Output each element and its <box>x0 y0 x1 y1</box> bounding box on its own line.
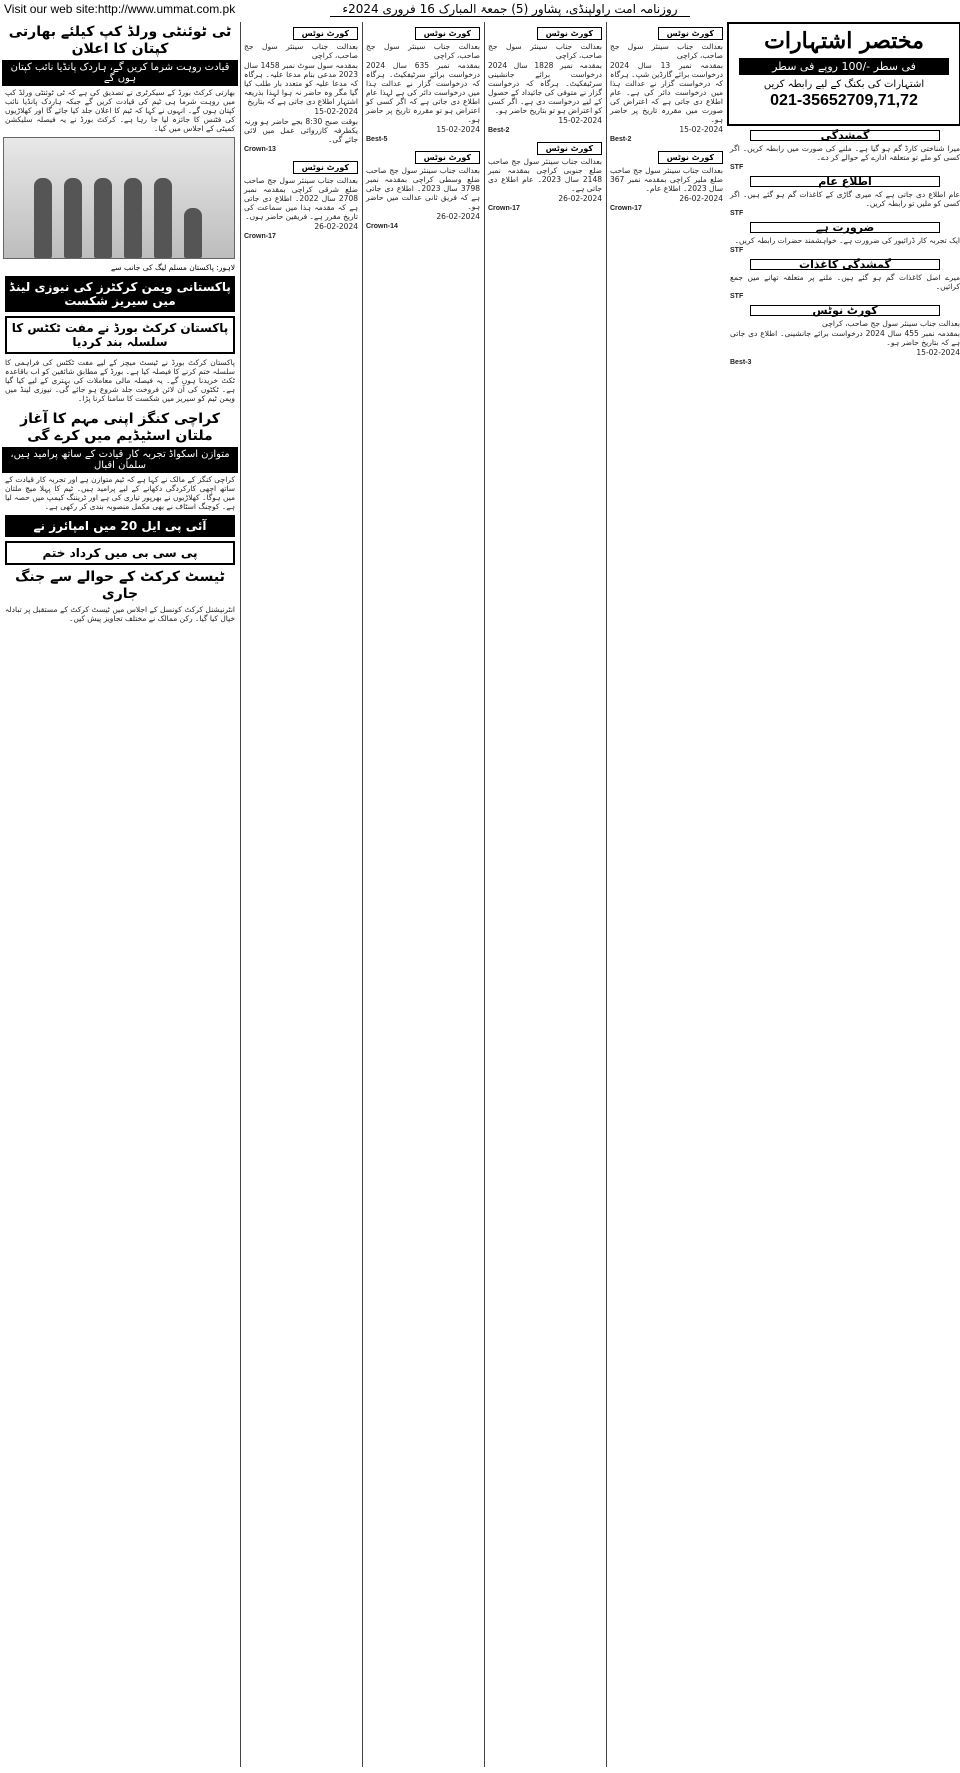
sports-photo <box>3 137 235 259</box>
category-heading: گمشدگی کاغذات <box>750 259 940 270</box>
notice-heading: کورٹ نوٹس <box>537 27 602 40</box>
sports-headline-1: ٹی ٹوئنٹی ورلڈ کپ کیلئے بھارتی کپتان کا اعلان <box>8 24 232 57</box>
sports-subhead-1: قیادت روہت شرما کریں گے، ہاردک پانڈیا نائب کپتان ہوں گے <box>2 60 238 86</box>
sports-box-1: پاکستانی ویمن کرکٹرز کی نیوزی لینڈ میں سیریز شکست <box>5 276 235 312</box>
sports-headline-2: کراچی کنگز اپنی مہم کا آغاز ملتان اسٹیڈیم میں کرے گی <box>20 411 220 444</box>
notice-column-4 <box>606 22 726 1767</box>
category-heading: ضرورت ہے <box>750 222 940 233</box>
sports-box-2: پاکستان کرکٹ بورڈ نے مفت ٹکٹس کا سلسلہ بند کردیا <box>5 316 235 354</box>
notice-item: بعدالت جناب سینئر سول جج صاحب ضلع ملیر کراچی بمقدمہ نمبر 367 سال 2023۔ اطلاع عام۔ 26-02-2024 Crown-17 <box>610 166 723 212</box>
notice-item: بعدالت جناب سینئر سول جج صاحب، کراچی بمقدمہ سول سوٹ نمبر 1458 سال 2023 مدعی بنام مدعا علیہ۔ ہرگاہ کہ مدعا علیہ کو متعدد بار طلب کیا گیا مگر وہ حاضر نہ ہوا لہذا بذریعہ اشتہار اطلاع دی جاتی ہے کہ بتاریخ 15-02-2024 بوقت صبح 8:30 بجے حاضر ہو ورنہ یکطرفہ کارروائی عمل میں لائی جائے گی۔ Crown-13 <box>244 42 358 153</box>
classified-note: اشتہارات کی بکنگ کے لیے رابطہ کریں <box>763 79 925 90</box>
notice-column-1 <box>240 22 361 1767</box>
sports-headline-3: ٹیسٹ کرکٹ کے حوالے سے جنگ جاری <box>15 569 225 602</box>
notice-heading: کورٹ نوٹس <box>658 27 723 40</box>
person-figure <box>124 178 142 258</box>
sports-body-2: پاکستان کرکٹ بورڈ نے ٹیسٹ میچز کے لیے مفت ٹکٹس کی فراہمی کا سلسلہ ختم کرنے کا فیصلہ کیا ہے۔ بورڈ کے مطابق شائقین کو اب باقاعدہ ٹکٹ خریدنا ہوں گے۔ یہ فیصلہ مالی معاملات کی بہتری کے لیے کیا گیا ہے۔ ٹکٹوں کی آن لائن فروخت جلد شروع ہو جائے گی۔ نیوزی لینڈ میں ویمن ٹیم کو سیریز میں شکست کا سامنا کرنا پڑا۔ <box>5 358 235 403</box>
category-heading: کورٹ نوٹس <box>750 305 940 316</box>
classified-item: ایک تجربہ کار ڈرائیور کی ضرورت ہے۔ خواہشمند حضرات رابطہ کریں۔ STF <box>730 236 960 254</box>
notice-item: بعدالت جناب سینئر سول جج صاحب ضلع شرقی کراچی بمقدمہ نمبر 2708 سال 2022۔ اطلاع دی جاتی ہے کہ مقدمہ ہذا میں سماعت کی تاریخ مقرر ہے۔ فریقین حاضر ہوں۔ 26-02-2024 Crown-17 <box>244 176 358 240</box>
website-url[interactable]: Visit our web site:http://www.ummat.com.pk <box>4 2 236 16</box>
sports-box-3: آئی پی ایل 20 میں امپائرز نے <box>5 515 235 537</box>
notice-heading: کورٹ نوٹس <box>293 27 358 40</box>
classified-phone[interactable]: 021-35652709,71,72 <box>770 92 918 109</box>
notice-heading: کورٹ نوٹس <box>415 27 480 40</box>
sports-body-3: کراچی کنگز کے مالک نے کہا ہے کہ ٹیم متوازن ہے اور تجربہ کار قیادت کے ساتھ اچھی کارکردگی دکھانے کے لیے پرامید ہیں۔ ٹیم کا پہلا میچ ملتان میں ہوگا۔ کھلاڑیوں نے بھرپور تیاری کی ہے اور ٹریننگ کیمپ میں حصہ لیا ہے۔ کوچنگ اسٹاف نے بھی مکمل منصوبہ بندی کر رکھی ہے۔ <box>5 475 235 511</box>
notice-column-3 <box>484 22 605 1767</box>
notice-item: بعدالت جناب سینئر سول جج صاحب، کراچی بمقدمہ نمبر 13 سال 2024 درخواست برائے گارڈین شپ۔ ہرگاہ کہ درخواست گزار نے عدالت ہذا میں درخواست دائر کی ہے۔ عام اطلاع دی جاتی ہے کہ اعتراض کی صورت میں مقررہ تاریخ پر حاضر ہو۔ 15-02-2024 Best-2 <box>610 42 723 143</box>
notice-heading: کورٹ نوٹس <box>658 151 723 164</box>
notice-item: بعدالت جناب سینئر سول جج صاحب ضلع جنوبی کراچی بمقدمہ نمبر 2148 سال 2023۔ عام اطلاع دی جاتی ہے۔ 26-02-2024 Crown-17 <box>488 157 602 212</box>
sports-column <box>2 22 238 1022</box>
sports-body-4: انٹرنیشنل کرکٹ کونسل کے اجلاس میں ٹیسٹ کرکٹ کے مستقبل پر تبادلہ خیال کیا گیا۔ رکن ممالک نے مختلف تجاویز پیش کیں۔ <box>5 605 235 623</box>
notice-item: بعدالت جناب سینئر سول جج صاحب ضلع وسطی کراچی بمقدمہ نمبر 3798 سال 2023۔ اطلاع دی جاتی ہے کہ فریق ثانی عدالت میں حاضر ہو۔ 26-02-2024 Crown-14 <box>366 166 480 230</box>
sports-body-1: بھارتی کرکٹ بورڈ کے سیکرٹری نے تصدیق کی ہے کہ ٹی ٹوئنٹی ورلڈ کپ میں روہت شرما ہی ٹیم کی قیادت کریں گے جبکہ ہاردک پانڈیا نائب کپتان ہوں گے۔ انہوں نے کہا کہ ٹیم کا اعلان جلد کیا جائے گا اور کھلاڑیوں کی فٹنس کا جائزہ لیا جا رہا ہے۔ کرکٹ بورڈ نے یہ فیصلہ سلیکشن کمیٹی کے اجلاس میں کیا۔ <box>5 88 235 133</box>
notice-item: بعدالت جناب سینئر سول جج صاحب، کراچی بمقدمہ نمبر 635 سال 2024 درخواست برائے سرٹیفکیٹ۔ ہرگاہ کہ درخواست گزار نے عدالت ہذا میں درخواست دائر کی ہے لہذا عام اطلاع دی جاتی ہے کہ اگر کسی کو اعتراض ہو تو مقررہ تاریخ پر حاضر ہو۔ 15-02-2024 Best-5 <box>366 42 480 143</box>
notice-heading: کورٹ نوٹس <box>537 142 602 155</box>
notice-column-2 <box>362 22 483 1767</box>
classified-item: میرے اصل کاغذات گم ہو گئے ہیں۔ ملنے پر متعلقہ تھانے میں جمع کرائیں۔ STF <box>730 273 960 300</box>
classified-item: بعدالت جناب سینئر سول جج صاحب، کراچی بمقدمہ نمبر 455 سال 2024 درخواست برائے جانشینی۔ اطلاع دی جاتی ہے کہ بتاریخ حاضر ہو۔ 15-02-2024 Best-3 <box>730 319 960 366</box>
classified-rate: فی سطر -/100 روپے فی سطر <box>739 58 949 75</box>
person-figure <box>184 208 202 258</box>
sports-subhead-2: متوازن اسکواڈ تجربہ کار قیادت کے ساتھ پرامید ہیں، سلمان اقبال <box>2 447 238 473</box>
masthead: روزنامہ امت راولپنڈی، پشاور (5) جمعۃ المبارک 16 فروری 2024ء <box>330 2 690 17</box>
person-figure <box>94 178 112 258</box>
classified-column <box>727 125 960 1769</box>
photo-caption: لاہور: پاکستان مسلم لیگ کی جانب سے <box>110 263 235 272</box>
category-heading: اطلاع عام <box>750 176 940 187</box>
person-figure <box>64 178 82 258</box>
person-figure <box>154 178 172 258</box>
category-heading: گمشدگی <box>750 130 940 141</box>
classified-item: میرا شناختی کارڈ گم ہو گیا ہے۔ ملنے کی صورت میں رابطہ کریں۔ اگر کسی کو ملے تو متعلقہ ادارے کے حوالے کر دے۔ STF <box>730 144 960 171</box>
classified-ads-box <box>727 22 960 126</box>
notice-heading: کورٹ نوٹس <box>293 161 358 174</box>
classified-item: عام اطلاع دی جاتی ہے کہ میری گاڑی کے کاغذات گم ہو گئے ہیں۔ اگر کسی کو ملیں تو رابطہ کریں۔ STF <box>730 190 960 217</box>
notice-heading: کورٹ نوٹس <box>415 151 480 164</box>
notice-item: بعدالت جناب سینئر سول جج صاحب، کراچی بمقدمہ نمبر 1828 سال 2024 درخواست برائے جانشینی سرٹیفکیٹ۔ ہرگاہ کہ درخواست گزار نے متوفی کی جائیداد کے حصول کے لیے درخواست دی ہے۔ اگر کسی کو اعتراض ہو تو بتاریخ حاضر ہو۔ 15-02-2024 Best-2 <box>488 42 602 134</box>
sports-box-4: پی سی بی میں کرداد ختم <box>5 541 235 565</box>
person-figure <box>34 178 52 258</box>
classified-title: مختصر اشتہارات <box>764 28 924 54</box>
